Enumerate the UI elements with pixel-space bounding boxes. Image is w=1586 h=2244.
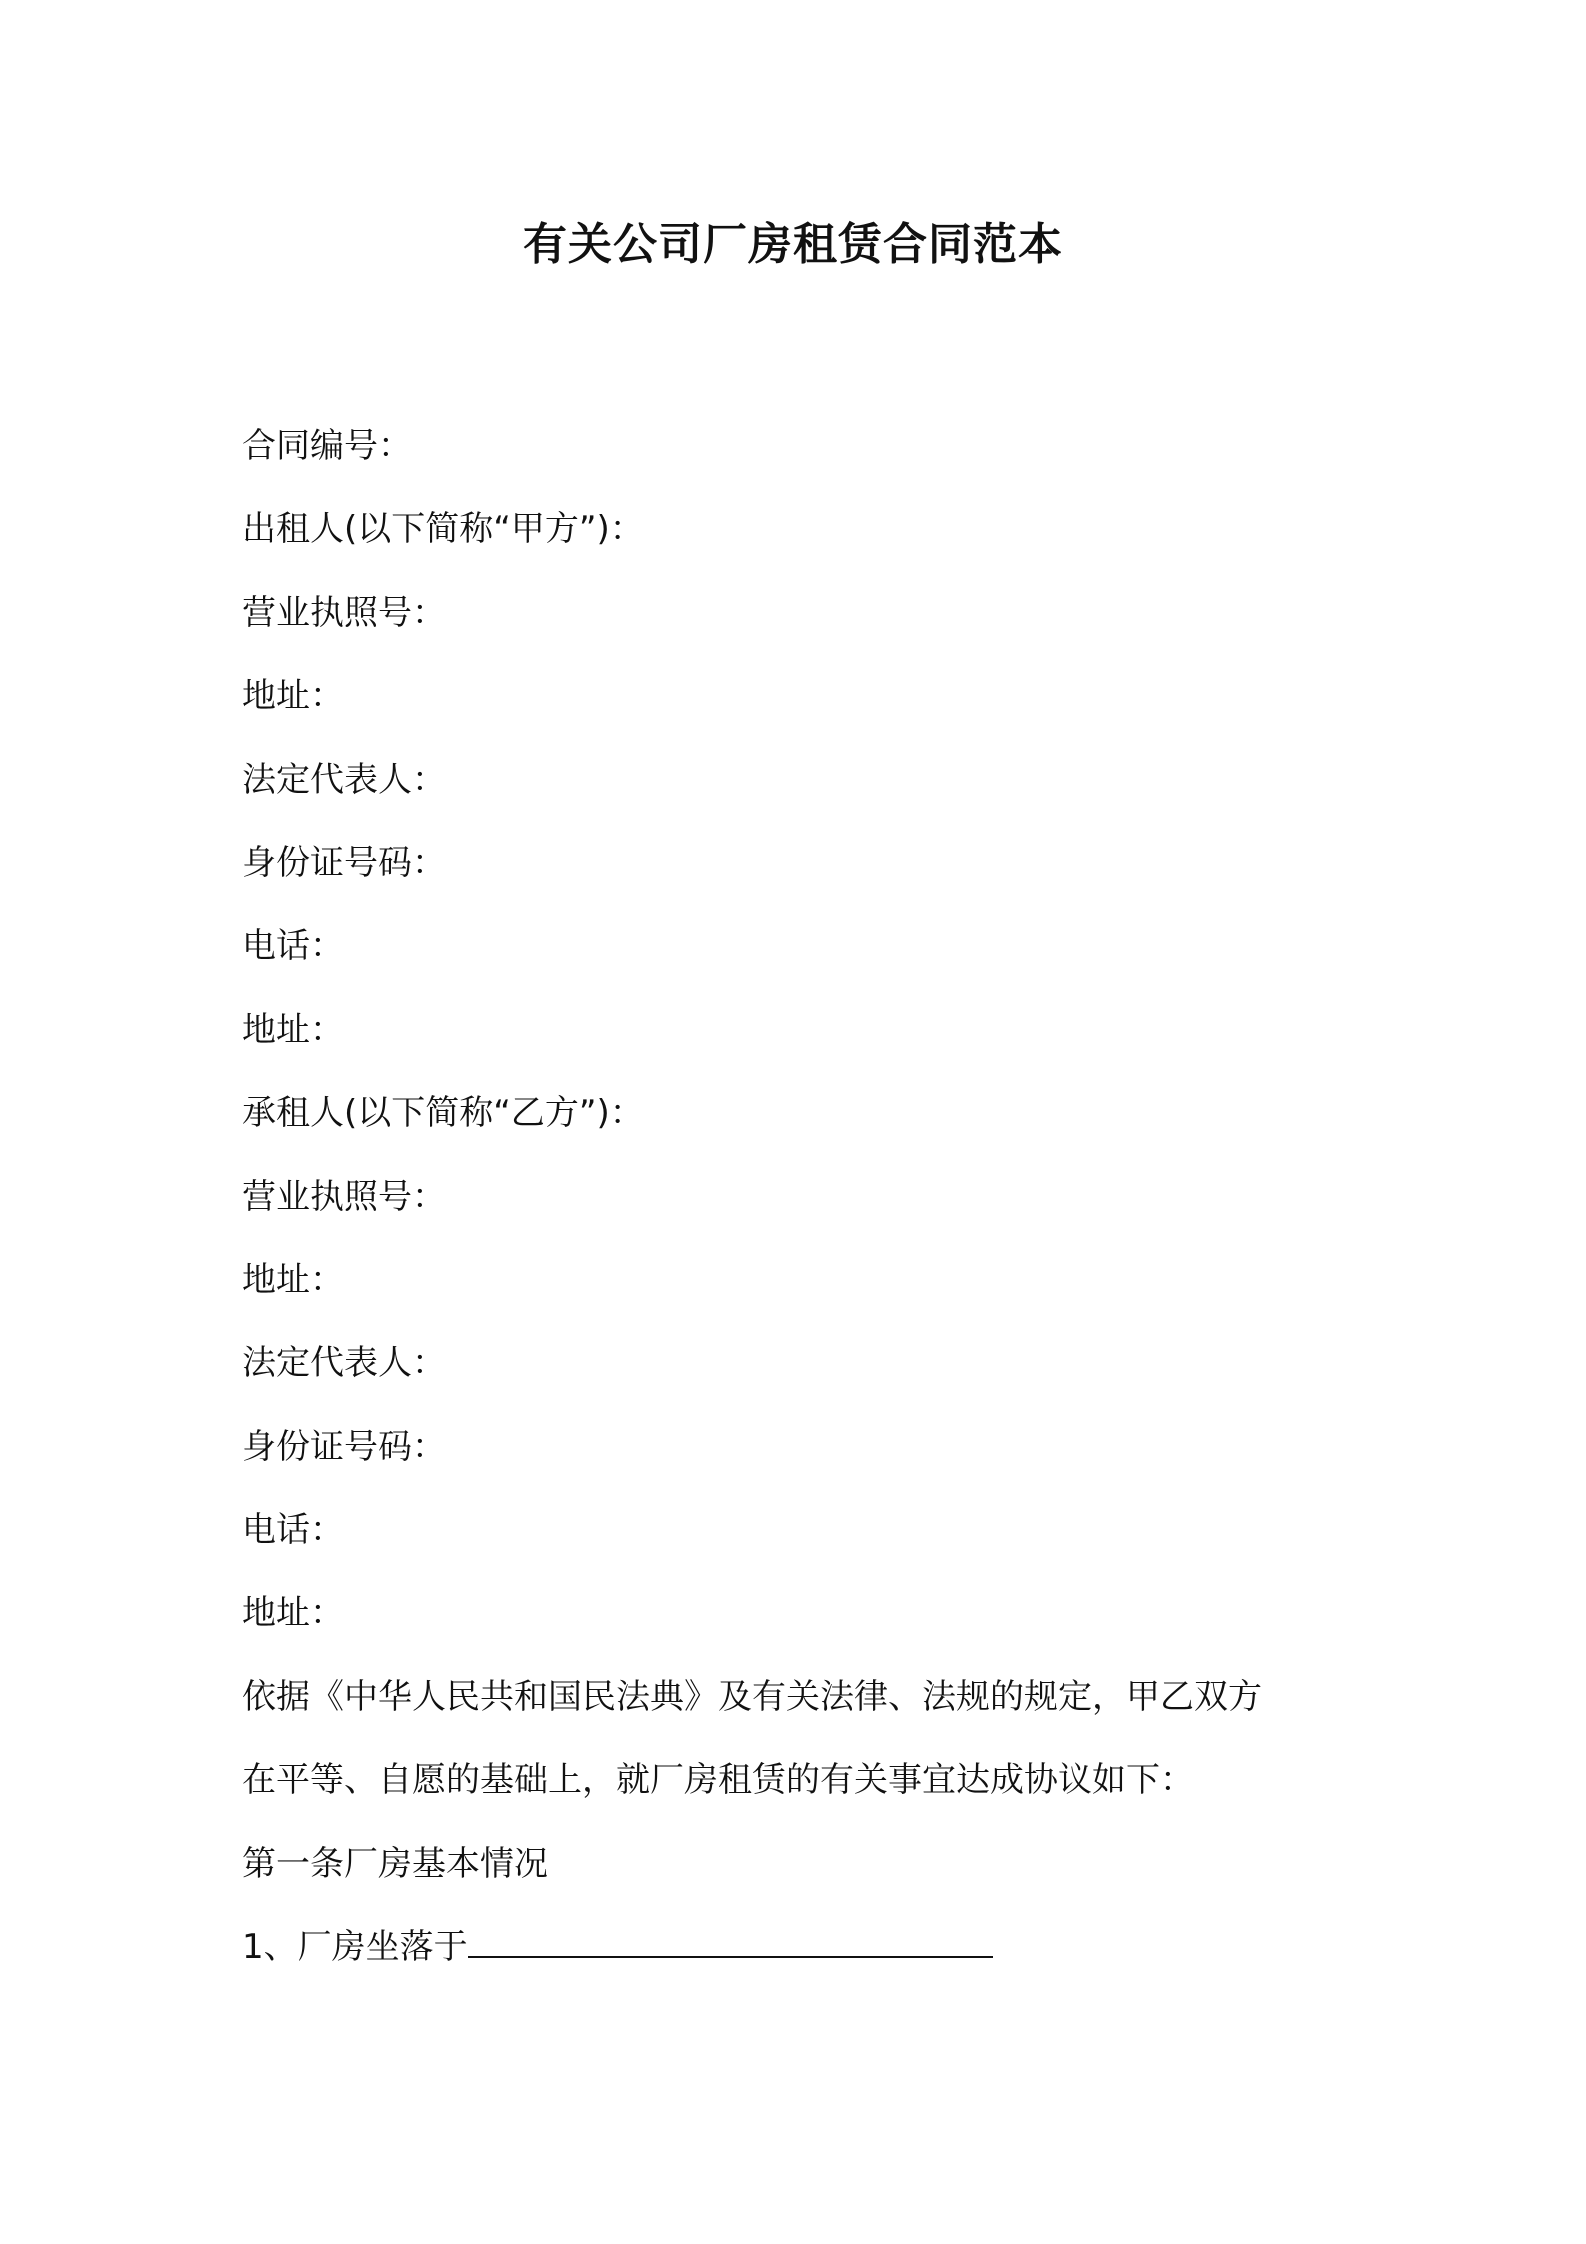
- article-1-item-1: [242, 1906, 1362, 1989]
- document-body: [242, 405, 1362, 1989]
- article-1-item-1-text: 1、厂房坐落于: [242, 1927, 468, 1968]
- field-lessee: 承租人(以下简称“乙方”)：: [242, 1093, 644, 1134]
- field-lessee-address: 地址：: [242, 1259, 344, 1300]
- preamble-line-1: 依据《中华人民共和国民法典》及有关法律、法规的规定，甲乙双方: [242, 1676, 1262, 1717]
- field-lessor-license: 营业执照号：: [242, 592, 446, 633]
- field-lessor-legal-rep: 法定代表人：: [242, 759, 446, 800]
- article-1-heading: 第一条厂房基本情况: [242, 1843, 548, 1884]
- preamble-line-2: 在平等、自愿的基础上，就厂房租赁的有关事宜达成协议如下：: [242, 1760, 1194, 1801]
- field-lessee-phone: 电话：: [242, 1510, 344, 1551]
- field-lessee-id-number: 身份证号码：: [242, 1426, 446, 1467]
- document-title: 有关公司厂房租赁合同范本: [523, 219, 1063, 270]
- field-lessor-id-number: 身份证号码：: [242, 842, 446, 883]
- field-lessor-phone: 电话：: [242, 926, 344, 967]
- field-lessee-legal-rep: 法定代表人：: [242, 1343, 446, 1384]
- field-lessee-address-2: 地址：: [242, 1593, 344, 1634]
- location-blank-line: [468, 1926, 993, 1958]
- field-lessor-address: 地址：: [242, 676, 344, 717]
- field-lessee-license: 营业执照号：: [242, 1176, 446, 1217]
- field-contract-no: 合同编号：: [242, 426, 412, 466]
- field-lessor-address-2: 地址：: [242, 1009, 344, 1050]
- field-lessor: 出租人(以下简称“甲方”)：: [242, 509, 644, 550]
